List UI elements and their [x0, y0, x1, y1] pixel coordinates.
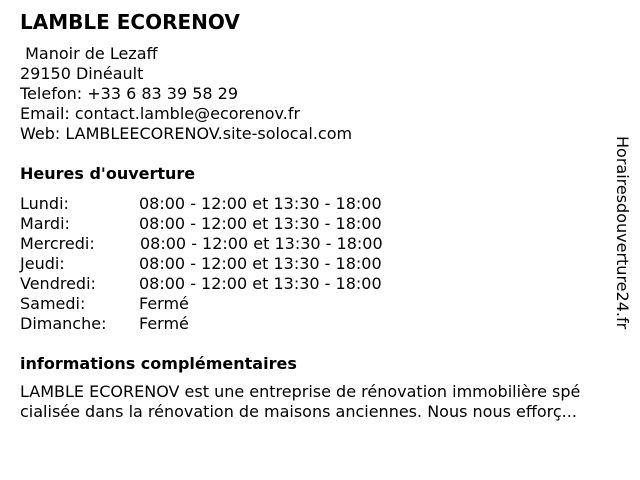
web-line: Web: LAMBLEECORENOV.site-solocal.com — [20, 124, 353, 143]
day-label: Lundi: — [20, 194, 69, 213]
info-line-2: cialisée dans la rénovation de maisons anciennes. Nous nous efforç... — [20, 402, 577, 421]
time-value: 08:00 - 12:00 et 13:30 - 18:00 — [139, 194, 382, 213]
day-label: Samedi: — [20, 294, 86, 313]
time-value: Fermé — [139, 294, 189, 313]
site-brand-watermark: Horairesdouverture24.fr — [613, 136, 632, 330]
hours-row-saturday — [20, 294, 383, 314]
street-address: Manoir de Lezaff — [20, 44, 158, 63]
email-line: Email: contact.lamble@ecorenov.fr — [20, 104, 301, 123]
hours-row-sunday — [20, 314, 383, 334]
business-name: LAMBLE ECORENOV — [20, 10, 240, 34]
info-description — [20, 382, 626, 422]
hours-row-thursday — [20, 254, 383, 274]
hours-row-wednesday — [20, 234, 383, 254]
info-line-1: LAMBLE ECORENOV est une entreprise de rénovation immobilière spé — [20, 382, 581, 401]
day-label: Mardi: — [20, 214, 70, 233]
time-value: 08:00 - 12:00 et 13:30 - 18:00 — [140, 234, 383, 253]
phone-line: Telefon: +33 6 83 39 58 29 — [20, 84, 239, 103]
time-value: 08:00 - 12:00 et 13:30 - 18:00 — [139, 274, 382, 293]
day-label: Jeudi: — [20, 254, 65, 273]
hours-row-friday — [20, 274, 383, 294]
time-value: 08:00 - 12:00 et 13:30 - 18:00 — [139, 214, 382, 233]
postal-city: 29150 Dinéault — [20, 64, 144, 83]
hours-heading: Heures d'ouverture — [20, 164, 196, 183]
day-label: Vendredi: — [20, 274, 96, 293]
time-value: 08:00 - 12:00 et 13:30 - 18:00 — [139, 254, 382, 273]
hours-row-monday — [20, 194, 383, 214]
day-label: Mercredi: — [20, 234, 95, 253]
day-label: Dimanche: — [20, 314, 107, 333]
contact-block — [20, 44, 352, 144]
hours-row-tuesday — [20, 214, 383, 234]
info-heading: informations complémentaires — [20, 354, 297, 373]
hours-table — [20, 194, 383, 334]
time-value: Fermé — [139, 314, 189, 333]
